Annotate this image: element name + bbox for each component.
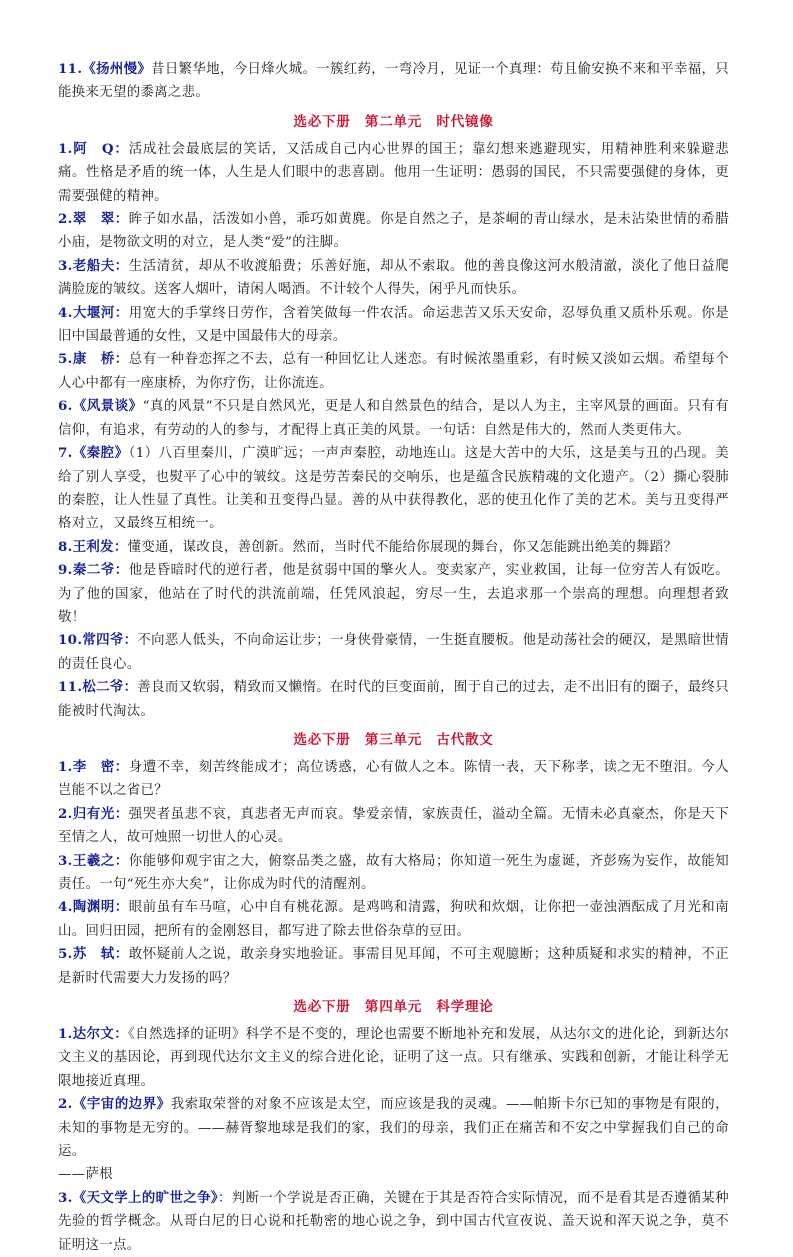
section-unit-3 [58,730,729,990]
section-title [58,997,729,1017]
section-title-text: 选必下册 第三单元 古代散文 [293,731,494,748]
section-title [58,730,729,750]
entry-text: 你能够仰观宇宙之大，俯察品类之盛，故有大格局；你知道一死生为虚诞，齐彭殇为妄作，故能知责任。一句“死生亦大矣”，让你成为时代的清醒剂。 [58,853,729,892]
entry-kangqiao [58,348,729,395]
entry-text: 善良而又软弱，精致而又懒惰。在时代的巨变面前，囿于自己的过去，走不出旧有的圈子，最终只能被时代淘汰。 [58,680,730,719]
entry-label: 1.阿 Q： [58,140,129,157]
entry-text: 他是昏暗时代的逆行者，他是贫弱中国的擎火人。变卖家产，实业救国，让每一位穷苦人有饭吃。为了他的国家，他站在了时代的洪流前端，任凭风浪起，穷尽一生，去追求那一个崇高的理想。向理想者致敬！ [58,563,729,625]
section-title-text: 选必下册 第四单元 科学理论 [293,999,494,1016]
entry-changsiye [58,629,729,676]
entry-label: 3.老船夫： [58,257,129,274]
entry-label: 10.常四爷： [58,632,138,649]
section-title [58,112,729,132]
entry-astronomy-debate [58,1187,729,1257]
entry-text: 眼前虽有车马喧，心中自有桃花源。是鸡鸣和清露，狗吠和炊烟，让你把一壶浊酒酝成了月光和南山。回归田园，把所有的金刚怒目，都写进了除去世俗杂草的豆田。 [58,900,729,939]
entry-songerye [58,676,729,723]
entry-cuicui [58,208,729,255]
entry-text: 用宽大的手掌终日劳作，含着笑做每一件农活。命运悲苦又乐天安命，忍辱负重又质朴乐观。你是旧中国最普通的女性，又是中国最伟大的母亲。 [58,305,729,345]
entry-qinqiang [58,442,729,536]
entry-guiyouguang [58,803,729,850]
entry-text: ：判断一个学说是否正确，关键在于其是否符合实际情况，而不是看其是否遵循某种先验的哲学概念。从哥白尼的日心说和托勒密的地心说之争，到中国古代宣夜说、盖天说和浑天说之争，莫不证明这一点。 [58,1190,729,1253]
entry-text: 懂变通，谋改良，善创新。然而，当时代不能给你展现的舞台，你又怎能跳出绝美的舞蹈？ [127,539,678,555]
entry-limi [58,756,729,803]
entry-label: 7.《秦腔》 [58,445,129,462]
section-intro [58,58,729,105]
entry-text: 总有一种眷恋挥之不去，总有一种回忆让人迷恋。有时候浓墨重彩，有时候又淡如云烟。希望每个人心中都有一座康桥，为你疗伤，让你流连。 [58,352,729,391]
entry-text: 身遭不幸，刻苦终能成才；高位诱惑，心有做人之本。陈情一表，天下称孝，读之无不堕泪。今人岂能不以之省已？ [58,759,729,799]
entry-text: 昔日繁华地，今日烽火城。一簇红药，一弯冷月，见证一个真理：苟且偷安换不来和平幸福，只能换来无望的黍离之悲。 [58,62,729,101]
entry-text: 《自然选择的证明》科学不是不变的，理论也需要不断地补充和发展，从达尔文的进化论，到新达尔文主义的基因论，再到现代达尔文主义的综合进化论，证明了这一点。只有继承、实践和创新，才能让科学无限地接近真理。 [58,1027,729,1089]
entry-label: 2.翠 翠： [58,211,129,228]
entry-qinerye [58,559,729,629]
section-unit-2 [58,112,729,723]
entry-label: 8.王利发： [58,538,128,555]
entry-label: 4.陶渊明： [58,899,129,916]
entry-text: 强哭者虽悲不哀，真悲者无声而哀。挚爱亲情，家族责任，溢动全篇。无情未必真豪杰，你是天下至情之人，故可烛照一切世人的心灵。 [58,806,729,846]
section-title-text: 选必下册 第二单元 时代镜像 [293,113,494,130]
entry-a-q [58,138,729,208]
entry-taoyuanming [58,896,729,943]
entry-text: “真的风景”不只是自然风光，更是人和自然景色的结合，是以人为主，主宰风景的画面。只有有信仰，有追求，有劳动的人的参与，才配得上真正美的风景。一句话：自然是伟大的，然而人类更伟大。 [58,399,729,438]
entry-label: 11.松二爷： [58,679,138,696]
entry-text: 眸子如水晶，活泼如小兽，乖巧如黄麂。你是自然之子，是茶峒的青山绿水，是未沾染世情的希腊小庙，是物欲文明的对立，是人类“爱”的注脚。 [58,212,729,251]
entry-yangzhoumanv [58,58,729,105]
entry-label: 2.《宇宙的边界》 [58,1096,171,1113]
entry-text: 活成社会最底层的笑话，又活成自己内心世界的国王；靠幻想来逃避现实，用精神胜利来躲避悲痛。性格是矛盾的统一体，人生是人们眼中的悲喜剧。他用一生证明：愚弱的国民，不只需要强健的身体，更需要强健的精神。 [58,141,729,204]
entry-darwin [58,1023,729,1093]
entry-label: 3.《天文学上的旷世之争》 [58,1189,218,1206]
entry-fengjingtan [58,395,729,442]
entry-label: 9.秦二爷： [58,562,129,579]
entry-label: 6.《风景谈》 [58,398,143,415]
entry-text: （1）八百里秦川，广漠旷远；一声声秦腔，动地连山。这是大苦中的大乐，这是美与丑的凸现。美给了别人享受，也熨平了心中的皱纹。这是劳苦秦民的交响乐，也是蕴含民族精魂的文化遗产。（2）撕心裂肺的秦腔，让人性显了真性。让美和丑变得凸显。善的从中获得教化，恶的使丑化作了美的艺术。美与丑变得严格对立，又最终互相统一。 [58,446,729,532]
entry-dayanhe [58,302,729,349]
entry-text: 我索取荣誉的对象不应该是太空，而应该是我的灵魂。——帕斯卡尔已知的事物是有限的，未知的事物是无穷的。——赫胥黎地球是我们的家，我们的母亲，我们正在痛苦和不安之中掌握我们自己的命运。 [58,1097,729,1160]
entry-text: 生活清贫，却从不收渡船费；乐善好施，却从不索取。他的善良像这河水般清澈，淡化了他日益爬满脸庞的皱纹。送客人烟叶，请闲人喝酒。不计较个人得失，闲乎凡而快乐。 [58,258,729,298]
entry-laochuanfu [58,255,729,302]
section-unit-4 [58,997,729,1257]
entry-label: 1.达尔文： [58,1026,129,1043]
entry-wangxizhi [58,850,729,897]
entry-label: 1.李 密： [58,758,129,775]
entry-text: 敢怀疑前人之说，敢亲身实地验证。事需目见耳闻，不可主观臆断；这种质疑和求实的精神，不正是新时代需要大力发扬的吗？ [58,947,729,986]
entry-label: 4.大堰河： [58,304,129,321]
entry-label: 11.《扬州慢》 [58,61,152,77]
entry-universe-boundary [58,1093,729,1187]
entry-label: 2.归有光： [58,805,129,822]
entry-text: 不向恶人低头，不向命运让步；一身侠骨豪情，一生挺直腰板。他是动荡社会的硬汉，是黑暗世情的责任良心。 [58,633,730,672]
entry-label: 5.苏 轼： [58,946,129,963]
entry-attribution: ——萨根 [58,1167,113,1183]
entry-label: 3.王羲之： [58,852,129,869]
entry-label: 5.康 桥： [58,351,129,368]
entry-wanglifa [58,536,729,559]
entry-sushi [58,943,729,990]
